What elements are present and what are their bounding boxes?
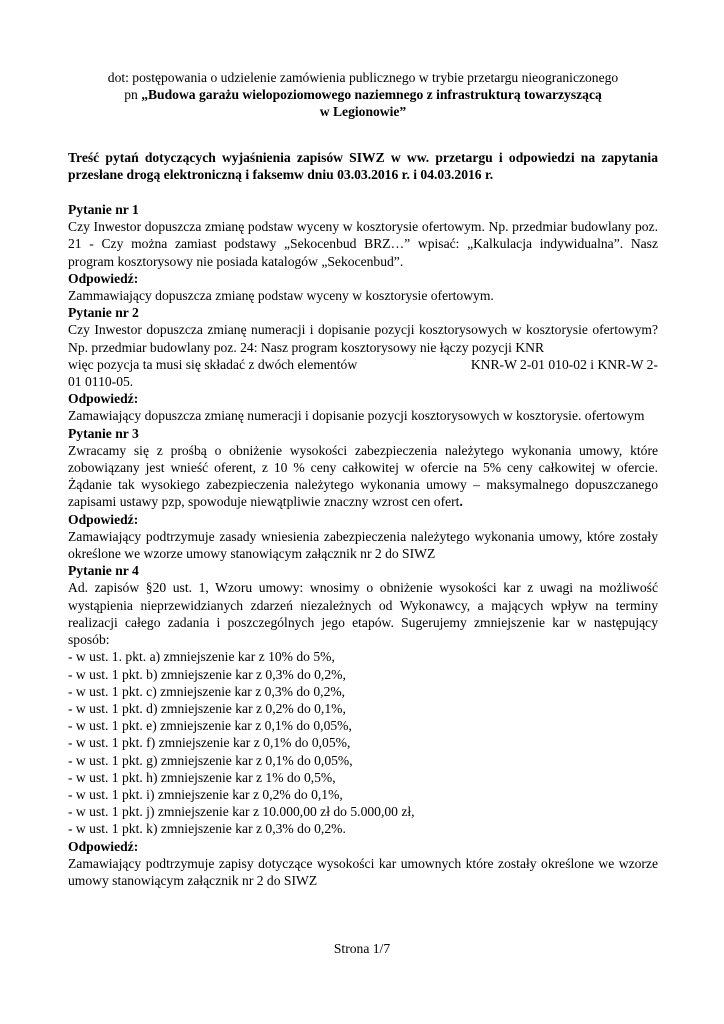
list-item: - w ust. 1 pkt. i) zmniejszenie kar z 0,2% do 0,1%, (68, 786, 343, 802)
question-1-label: Pytanie nr 1 (68, 202, 139, 218)
question-3-section (68, 425, 658, 563)
question-3-label: Pytanie nr 3 (68, 425, 139, 441)
list-item: - w ust. 1 pkt. c) zmniejszenie kar z 0,3% do 0,2%, (68, 683, 346, 699)
answer-4-label: Odpowiedź: (68, 838, 139, 854)
question-2-knr-left: więc pozycja ta musi się składać z dwóch elementów (68, 356, 358, 372)
list-item: - w ust. 1. pkt. a) zmniejszenie kar z 10% do 5%, (68, 649, 335, 665)
document-intro: Treść pytań dotyczących wyjaśnienia zapisów SIWZ w ww. przetargu i odpowiedzi na zapytania przesłane drogą elektroniczną i faksemw dniu 03.03.2016 r. i 04.03.2016 r. (68, 149, 658, 182)
list-item: - w ust. 1 pkt. g) zmniejszenie kar z 0,1% do 0,05%, (68, 752, 353, 768)
answer-1-text: Zammawiający dopuszcza zmianę podstaw wyceny w kosztorysie ofertowym. (68, 288, 494, 304)
question-3-text-wrapper (68, 442, 658, 511)
question-2-knr-right: KNR-W 2-01 010-02 i KNR-W 2- (470, 356, 658, 372)
answer-2-text: Zamawiający dopuszcza zmianę numeracji i dopisanie pozycji kosztorysowych w kosztorysie. ofertowym (68, 408, 645, 424)
document-header (68, 69, 658, 121)
answer-3-text: Zamawiający podtrzymuje zasady wniesienia zabezpieczenia należytego wykonania umowy, które zostały określone we wzorze umowy stanowiącym załącznik nr 2 do SIWZ (68, 528, 658, 562)
question-2-text: Czy Inwestor dopuszcza zmianę numeracji i dopisanie pozycji kosztorysowych w kosztorysie ofertowym? Np. przedmiar budowlany poz. 24: Nasz program kosztorysowy nie łączy pozycji KNR (68, 322, 658, 355)
document-page (68, 69, 658, 889)
project-title: „Budowa garażu wielopoziomowego naziemnego z infrastrukturą towarzyszącą (141, 87, 602, 103)
question-1-section (68, 201, 658, 304)
question-4-text: Ad. zapisów §20 ust. 1, Wzoru umowy: wnosimy o obniżenie wysokości kar z uwagi na możliwość wystąpienia nieprzewidzianych zdarzeń niezależnych od Wykonawcy, a mających wpływ na terminy realizacji całego zadania i poszczególnych jego etapów. Sugerujemy zmniejszenie kar w następujący sposób: (68, 580, 658, 648)
answer-2-label: Odpowiedź: (68, 391, 139, 407)
question-2-text-tail: 01 0110-05. (68, 374, 134, 390)
question-4-section (68, 562, 658, 889)
header-line-1: dot: postępowania o udzielenie zamówienia publicznego w trybie przetargu nieograniczonego (107, 70, 619, 85)
question-2-knr-line (68, 356, 658, 373)
question-2-section (68, 304, 658, 424)
list-item: - w ust. 1 pkt. f) zmniejszenie kar z 0,1% do 0,05%, (68, 735, 351, 751)
list-item: - w ust. 1 pkt. k) zmniejszenie kar z 0,3% do 0,2%. (68, 821, 346, 837)
page-number: Strona 1/7 (333, 941, 391, 956)
question-3-text: Zwracamy się z prośbą o obniżenie wysokości zabezpieczenia należytego wykonania umowy, które zobowiązany jest wnieść oferent, z 10 % ceny całkowitej w ofercie na 5% ceny całkowitej w ofercie. Żądanie tak wysokiego zabezpieczenia należytego wykonania umowy – maksymalnego dopuszczanego zapisami ustawy pzp, spowoduje niewątpliwie znaczny wzrost cen ofert (68, 442, 658, 510)
list-item: - w ust. 1 pkt. j) zmniejszenie kar z 10.000,00 zł do 5.000,00 zł, (68, 804, 415, 820)
question-3-text-end: . (459, 494, 463, 510)
list-item: - w ust. 1 pkt. h) zmniejszenie kar z 1% do 0,5%, (68, 769, 336, 785)
header-line-2 (68, 86, 658, 103)
answer-4-text: Zamawiający podtrzymuje zapisy dotyczące wysokości kar umownych które zostały określone we wzorze umowy stanowiącym załącznik nr 2 do SIWZ (68, 855, 658, 888)
header-prefix: pn (124, 87, 142, 103)
answer-1-label: Odpowiedź: (68, 270, 139, 286)
list-item: - w ust. 1 pkt. e) zmniejszenie kar z 0,1% do 0,05%, (68, 718, 352, 734)
question-2-label: Pytanie nr 2 (68, 305, 139, 321)
list-item: - w ust. 1 pkt. d) zmniejszenie kar z 0,2% do 0,1%, (68, 700, 346, 716)
answer-3-label: Odpowiedź: (68, 511, 139, 527)
penalty-reduction-list (68, 648, 658, 837)
list-item: - w ust. 1 pkt. b) zmniejszenie kar z 0,3% do 0,2%, (68, 666, 346, 682)
question-4-label: Pytanie nr 4 (68, 563, 139, 579)
question-1-text: Czy Inwestor dopuszcza zmianę podstaw wyceny w kosztorysie ofertowym. Np. przedmiar budowlany poz. 21 - Czy można zamiast podstawy „Sekocenbud BRZ…” wpisać: „Kalkulacja indywidualna”. Nasz program kosztorysowy nie posiada katalogów „Sekocenbud”. (68, 219, 658, 269)
project-title-continued: w Legionowie” (319, 104, 407, 120)
